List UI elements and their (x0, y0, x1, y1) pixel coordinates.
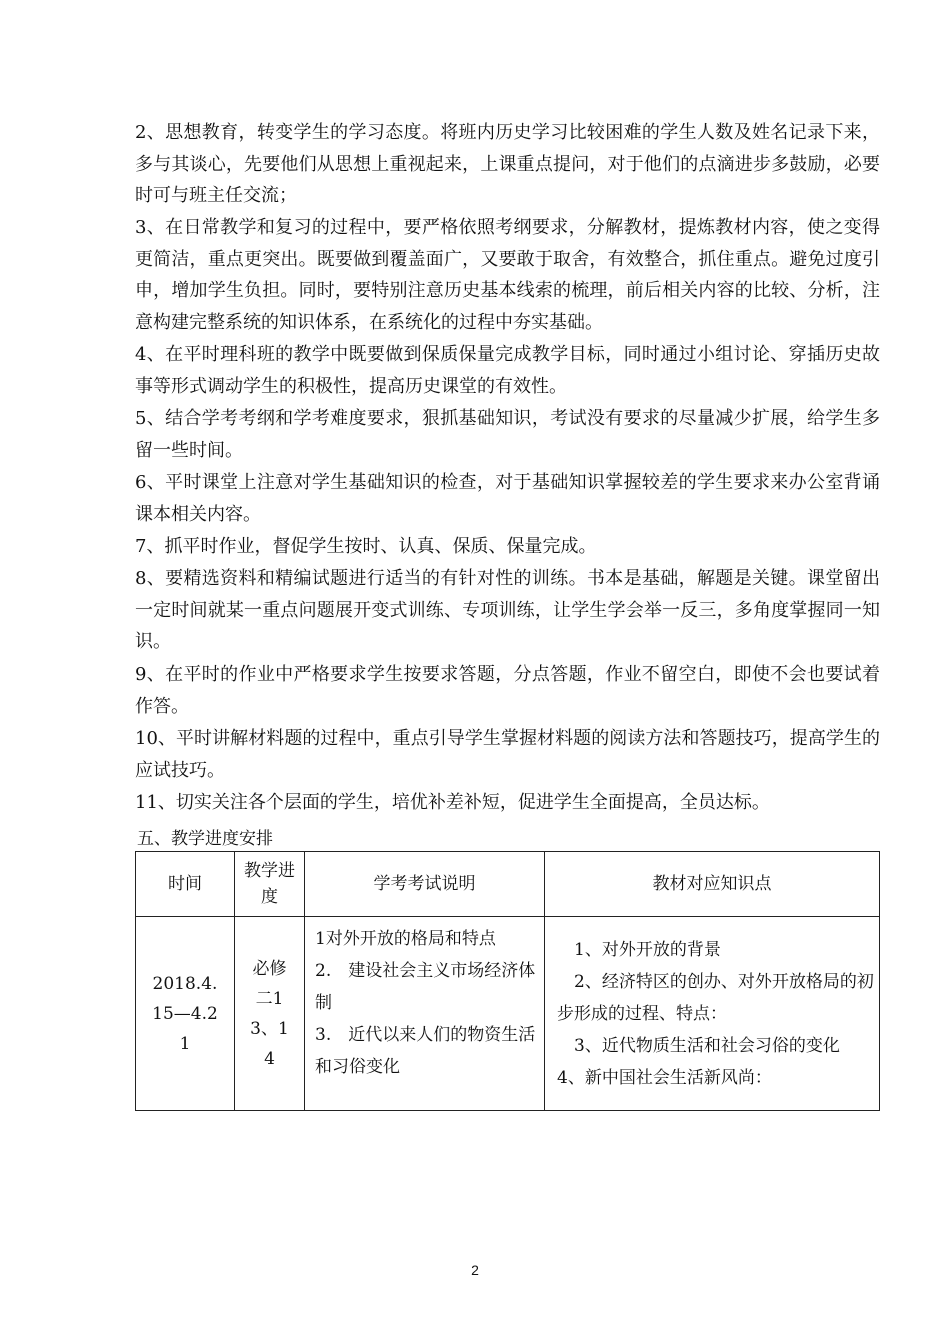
paragraph-8: 8、要精选资料和精编试题进行适当的有针对性的训练。书本是基础，解题是关键。课堂留出一定时间就某一重点问题展开变式训练、专项训练，让学生学会举一反三，多角度掌握同一知识。 (135, 568, 880, 652)
cell-time: 2018.4.15—4.21 (136, 917, 235, 1111)
page-number: 2 (471, 1262, 479, 1278)
knowledge-item: 4、新中国社会生活新风尚： (557, 1067, 772, 1088)
knowledge-item: 2、经济特区的创办、对外开放格局的初步形成的过程、特点： (557, 971, 874, 1024)
paragraph-6: 6、平时课堂上注意对学生基础知识的检查，对于基础知识掌握较差的学生要求来办公室背诵课本相关内容。 (135, 472, 880, 525)
header-exam: 学考考试说明 (305, 852, 545, 917)
header-time: 时间 (136, 852, 235, 917)
exam-item: 1对外开放的格局和特点 (315, 929, 496, 949)
paragraph-7: 7、抓平时作业，督促学生按时、认真、保质、保量完成。 (135, 536, 597, 557)
paragraph-3: 3、在日常教学和复习的过程中，要严格依照考纲要求，分解教材，提炼教材内容，使之变得更简洁，重点更突出。既要做到覆盖面广，又要敢于取舍，有效整合，抓住重点。避免过度引申，增加学生负担。同时，要特别注意历史基本线索的梳理，前后相关内容的比较、分析，注意构建完整系统的知识体系，在系统化的过程中夯实基础。 (135, 217, 880, 333)
exam-item: 2. 建设社会主义市场经济体制 (315, 961, 536, 1013)
cell-knowledge-points (545, 917, 880, 1111)
table-header-row (136, 852, 880, 917)
schedule-table (135, 851, 880, 1111)
exam-item: 3. 近代以来人们的物资生活和习俗变化 (315, 1025, 536, 1077)
cell-progress: 必修二13、14 (235, 917, 305, 1111)
paragraph-9: 9、在平时的作业中严格要求学生按要求答题，分点答题，作业不留空白，即使不会也要试着作答。 (135, 664, 880, 717)
section-heading: 五、教学进度安排 (137, 829, 273, 849)
knowledge-item: 3、近代物质生活和社会习俗的变化 (557, 1035, 840, 1056)
header-progress: 教学进度 (235, 852, 305, 917)
paragraph-10: 10、平时讲解材料题的过程中，重点引导学生掌握材料题的阅读方法和答题技巧，提高学生的应试技巧。 (135, 728, 880, 781)
header-knowledge: 教材对应知识点 (545, 852, 880, 917)
paragraph-2: 2、思想教育，转变学生的学习态度。将班内历史学习比较困难的学生人数及姓名记录下来，多与其谈心，先要他们从思想上重视起来，上课重点提问，对于他们的点滴进步多鼓励，必要时可与班主任交流； (135, 122, 880, 206)
table-row (136, 917, 880, 1111)
paragraph-5: 5、结合学考考纲和学考难度要求，狠抓基础知识，考试没有要求的尽量减少扩展，给学生多留一些时间。 (135, 408, 880, 461)
cell-exam-notes (305, 917, 545, 1111)
knowledge-item: 1、对外开放的背景 (557, 939, 721, 960)
paragraph-4: 4、在平时理科班的教学中既要做到保质保量完成教学目标，同时通过小组讨论、穿插历史故事等形式调动学生的积极性，提高历史课堂的有效性。 (135, 344, 880, 397)
paragraph-11: 11、切实关注各个层面的学生，培优补差补短，促进学生全面提高，全员达标。 (135, 792, 770, 813)
